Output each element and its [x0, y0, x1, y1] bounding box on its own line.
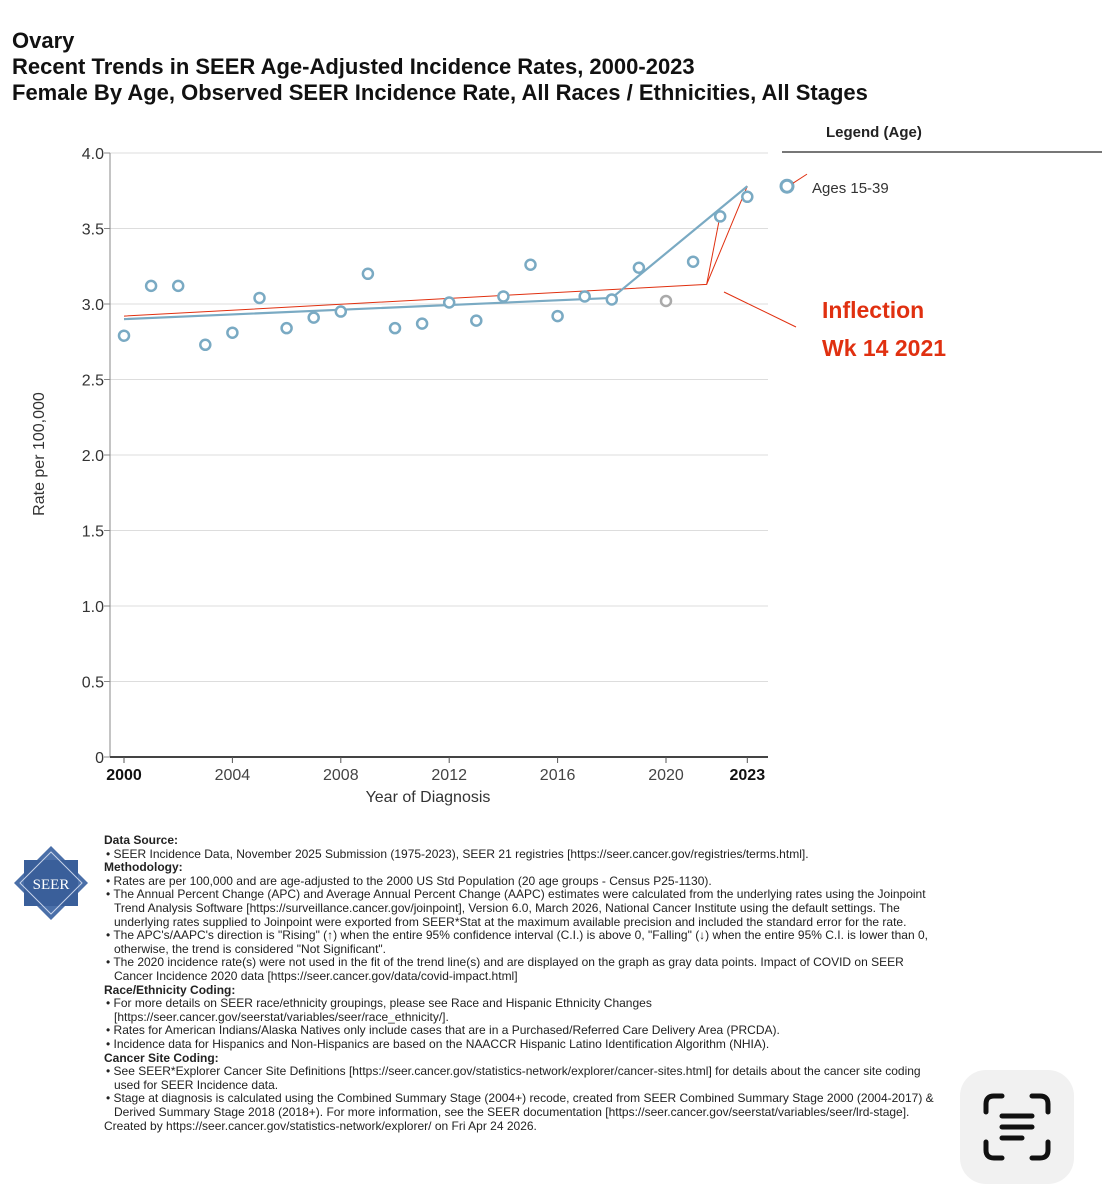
grid-lines — [110, 153, 768, 682]
data-point — [336, 307, 346, 317]
data-point — [715, 211, 725, 221]
chart-subtitle-1: Recent Trends in SEER Age-Adjusted Incidence Rates, 2000-2023 — [12, 54, 695, 79]
data-point — [309, 313, 319, 323]
x-tick-label: 2012 — [431, 767, 467, 784]
data-point — [498, 291, 508, 301]
methodology-item: • The APC's/AAPC's direction is "Rising" (↑) when the entire 95% confidence interval (C.I.) is above 0, "Falling" (↓) when the entire 95% C.I. is lower than 0, otherwise, the trend is considered "Not Significant". — [106, 928, 928, 956]
annotation-trend-line — [124, 186, 747, 316]
annotation-pointer — [724, 292, 796, 327]
y-tick-label: 2.0 — [81, 448, 104, 465]
legend-series-label: Ages 15-39 — [812, 180, 889, 197]
data-point — [553, 311, 563, 321]
data-point — [688, 257, 698, 267]
x-tick-label: 2020 — [648, 767, 684, 784]
text-scan-icon — [982, 1092, 1052, 1162]
chart-subtitle-2: Female By Age, Observed SEER Incidence Rate, All Races / Ethnicities, All Stages — [12, 80, 868, 105]
chart-title: Ovary — [12, 28, 75, 53]
methodology-item: • The Annual Percent Change (APC) and Average Annual Percent Change (AAPC) estimates were calculated from the underlying rates using the Joinpoint Trend Analysis Software [https://surveillance.cancer.gov/joinpoint], Version 6.0, March 2026, National Cancer Institute using the default settings. The underlying rates supplied to Joinpoint were exported from SEER*Stat at the maximum available precision and included the standard error for the rate. — [106, 887, 926, 929]
data-point — [200, 340, 210, 350]
race-item: • Rates for American Indians/Alaska Natives only include cases that are in a Purchased/Referred Care Delivery Area (PRCDA). — [106, 1023, 780, 1038]
x-tick-label: 2000 — [106, 767, 142, 784]
x-tick-label: 2008 — [323, 767, 359, 784]
legend-title: Legend (Age) — [826, 124, 922, 141]
methodology-heading: Methodology: — [104, 860, 183, 875]
annotation-rise-line — [707, 215, 721, 284]
data-point — [282, 323, 292, 333]
race-item: • Incidence data for Hispanics and Non-Hispanics are based on the NAACCR Hispanic Latino Identification Algorithm (NHIA). — [106, 1036, 770, 1051]
site-item: • Stage at diagnosis is calculated using the Combined Summary Stage (2004+) recode, created from SEER Combined Summary Stage 2000 (2004-2017) & Derived Summary Stage 2018 (2018+). For more information, see the SEER documentation [https://seer.cancer.gov/seerstat/variables/seer/lrd-stage]. — [106, 1091, 934, 1119]
legend-connector — [793, 174, 807, 183]
site-heading: Cancer Site Coding: — [104, 1050, 219, 1065]
y-tick-label: 0 — [95, 750, 104, 767]
annotation-line-1: Inflection — [822, 297, 925, 323]
site-item: • See SEER*Explorer Cancer Site Definitions [https://seer.cancer.gov/statistics-network/explorer/cancer-sites.html] for details about the cancer site coding used for SEER Incidence data. — [106, 1064, 921, 1092]
annotation-line-2: Wk 14 2021 — [822, 335, 947, 361]
data-point — [255, 293, 265, 303]
y-tick-label: 1.0 — [81, 599, 104, 616]
data-point — [634, 263, 644, 273]
data-point — [173, 281, 183, 291]
race-item: • For more details on SEER race/ethnicity groupings, please see Race and Hispanic Ethnicity Changes [https://seer.cancer.gov/seerstat/variables/seer/race_ethnicity/]. — [106, 996, 652, 1024]
data-point — [742, 192, 752, 202]
data-point — [146, 281, 156, 291]
y-tick-label: 2.5 — [81, 372, 104, 390]
data-point — [227, 328, 237, 338]
data-source-item: • SEER Incidence Data, November 2025 Submission (1975-2023), SEER 21 registries [https://seer.cancer.gov/registries/terms.html]. — [106, 846, 809, 861]
y-tick-label: 1.5 — [81, 523, 104, 541]
data-point — [580, 291, 590, 301]
excluded-data-point — [661, 296, 671, 306]
race-heading: Race/Ethnicity Coding: — [104, 982, 236, 997]
data-point — [471, 316, 481, 326]
data-point — [526, 260, 536, 270]
data-source-heading: Data Source: — [104, 833, 179, 847]
x-tick-label: 2023 — [729, 767, 766, 784]
x-tick-label: 2016 — [539, 767, 576, 784]
data-point — [417, 319, 427, 329]
inflection-annotation — [822, 297, 946, 361]
data-point — [444, 297, 454, 307]
data-points — [119, 192, 752, 350]
y-axis-ticks — [82, 146, 110, 767]
y-tick-label: 4.0 — [81, 146, 104, 163]
methodology-item: • The 2020 incidence rate(s) were not used in the fit of the trend line(s) and are displayed on the graph as gray data points. Impact of COVID on SEER Cancer Incidence 2020 data [https://seer.cancer.gov/data/covid-impact.html] — [106, 955, 904, 983]
data-point — [119, 331, 129, 341]
legend-marker — [781, 180, 793, 192]
x-axis-ticks — [106, 757, 765, 784]
x-tick-label: 2004 — [214, 767, 251, 784]
data-point — [363, 269, 373, 279]
created-by: Created by https://seer.cancer.gov/statistics-network/explorer/ on Fri Apr 24 2026. — [104, 1119, 537, 1134]
data-point — [607, 294, 617, 304]
live-text-scan-button[interactable] — [960, 1070, 1074, 1184]
svg-text:SEER: SEER — [32, 877, 70, 893]
seer-logo — [14, 846, 88, 920]
chart-notes — [104, 834, 944, 1134]
methodology-item: • Rates are per 100,000 and are age-adjusted to the 2000 US Std Population (20 age groups - Census P25-1130). — [106, 873, 712, 888]
legend-entry[interactable] — [781, 174, 889, 197]
x-axis-label: Year of Diagnosis — [365, 789, 491, 806]
y-axis-label: Rate per 100,000 — [31, 392, 48, 516]
y-tick-label: 3.0 — [81, 297, 104, 314]
y-tick-label: 3.5 — [81, 221, 104, 239]
y-tick-label: 0.5 — [81, 674, 104, 692]
data-point — [390, 323, 400, 333]
